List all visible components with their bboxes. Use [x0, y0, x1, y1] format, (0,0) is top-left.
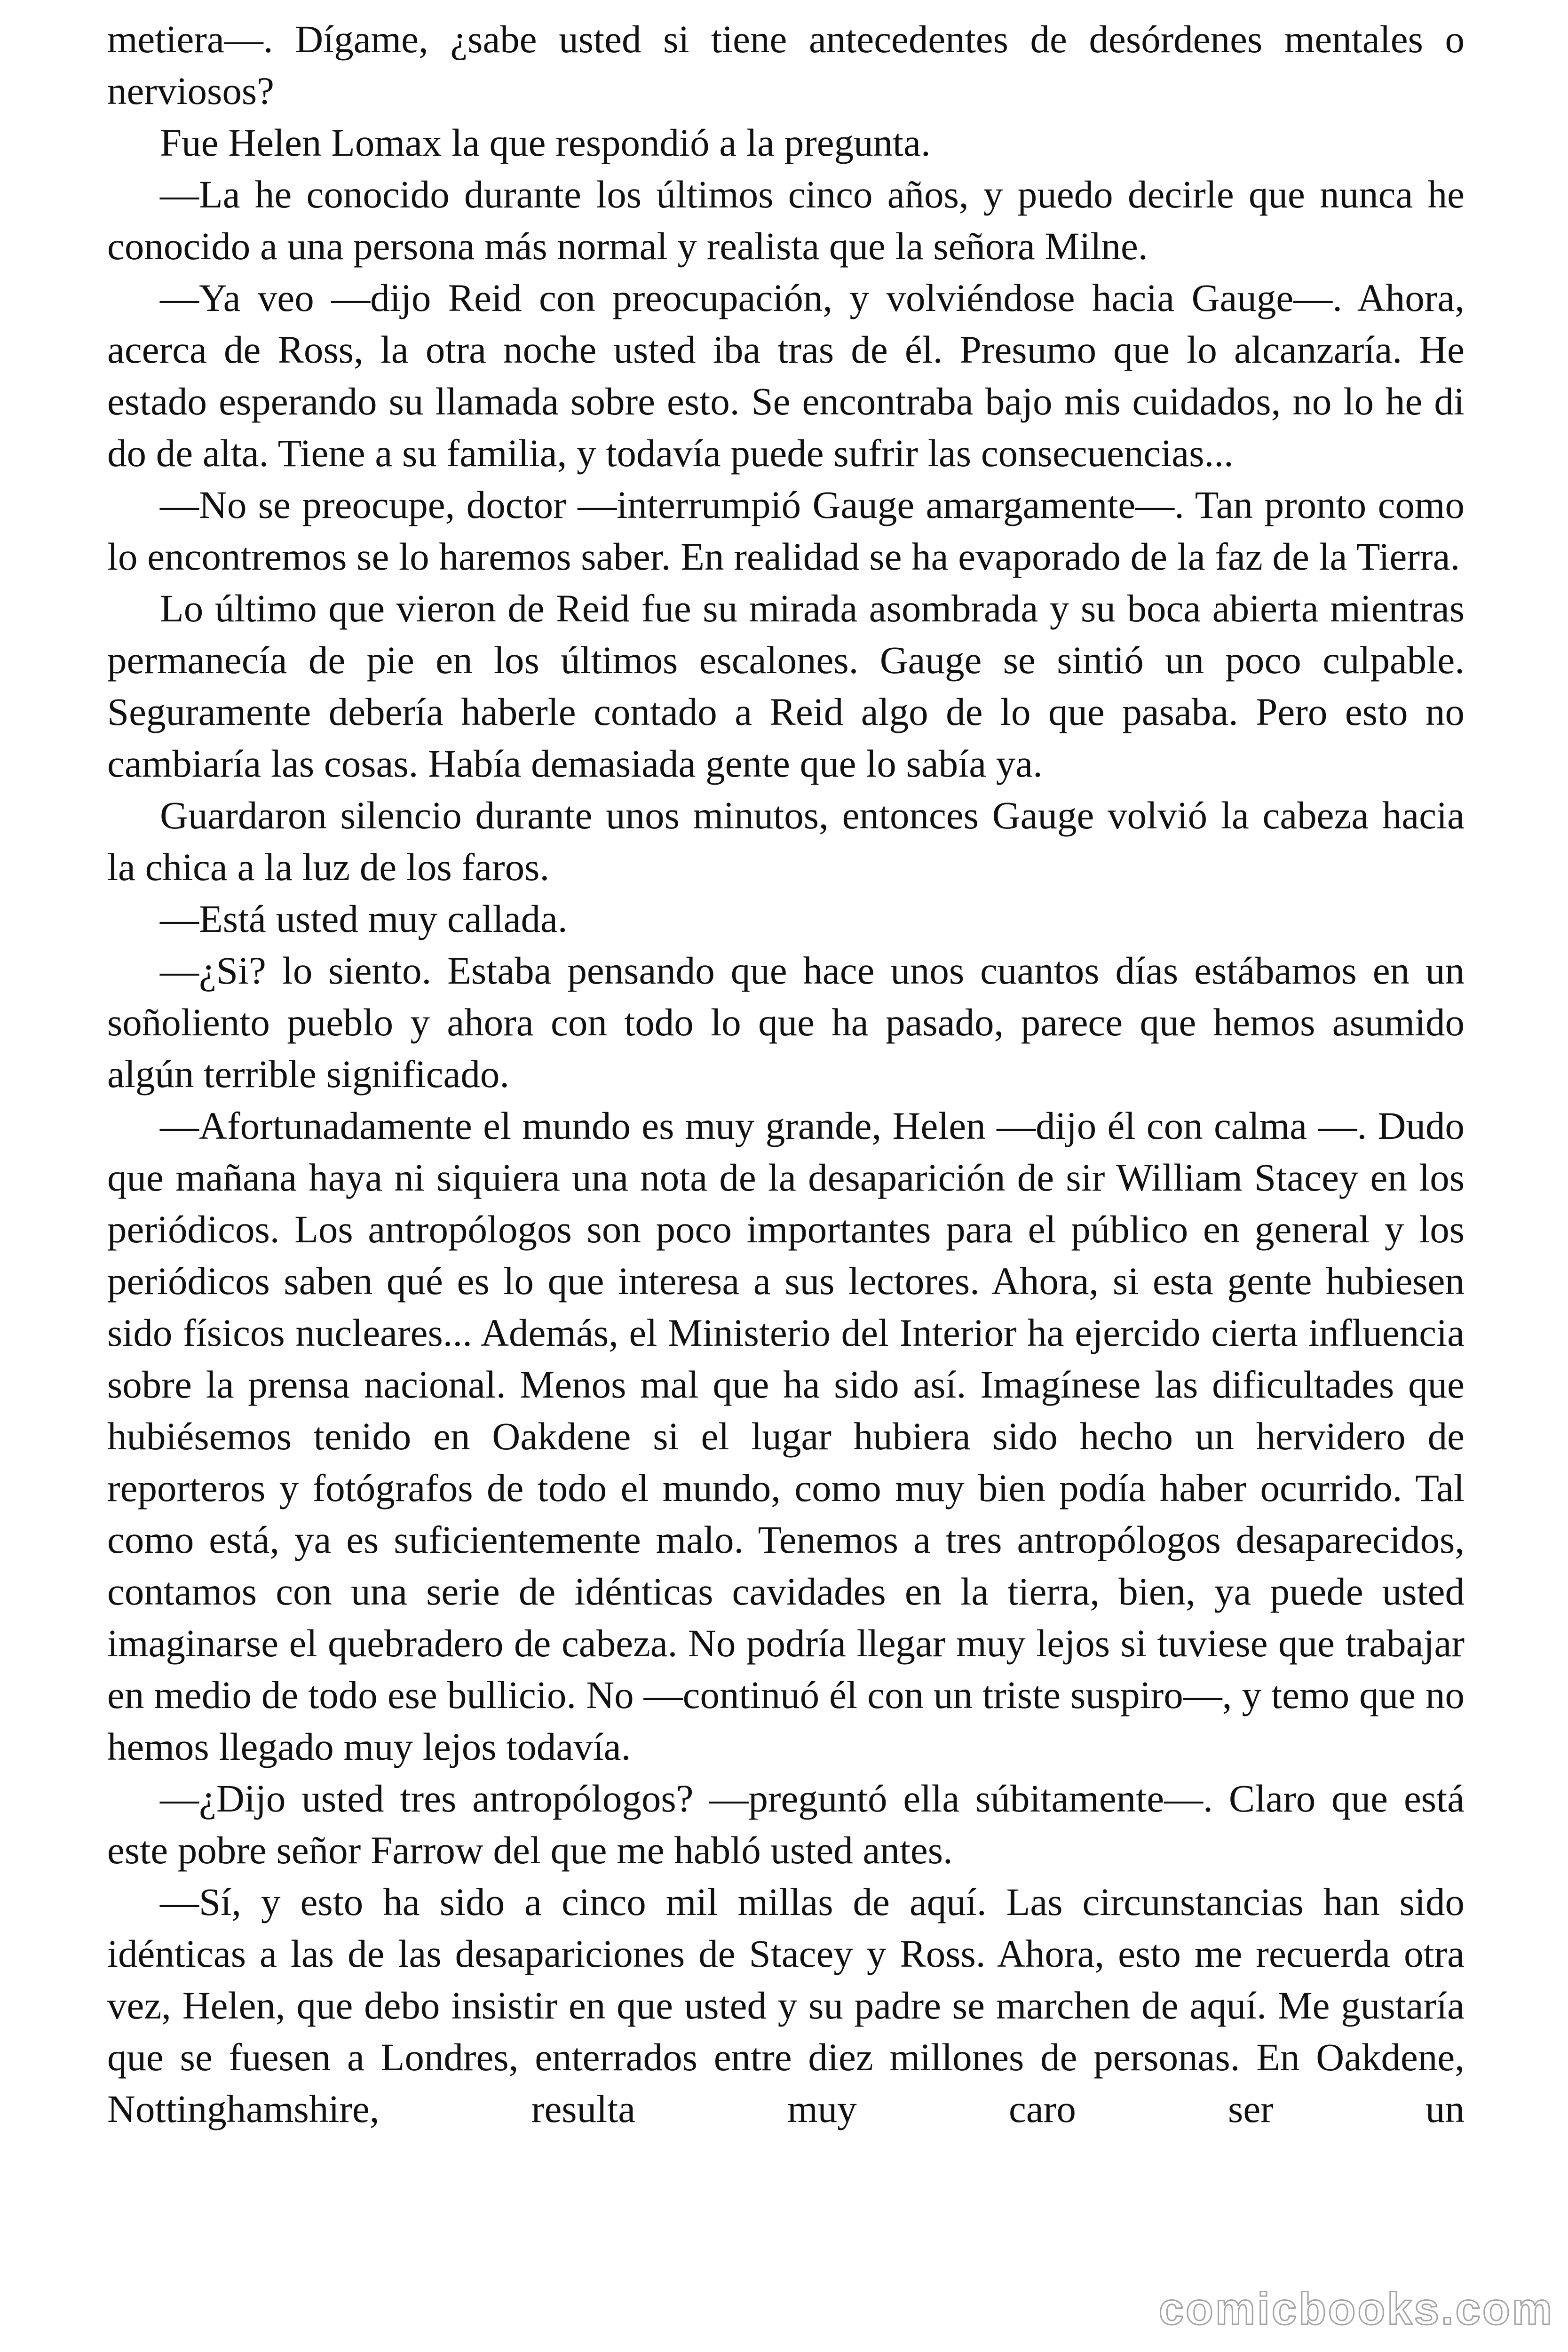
watermark: comicbooks.com [1158, 2284, 1554, 2334]
paragraph-1: metiera—. Dígame, ¿sabe usted si tiene antecedentes de desórdenes mentales o nerviosos? [107, 17, 1465, 112]
paragraph-6: Lo último que vieron de Reid fue su mirada asombrada y su boca abierta mientras permanecía de pie en los últimos escalones. Gauge se sintió un poco culpable. Seguramente debería haberle contado a Reid algo de lo que pasaba. Pero esto no cambiaría las cosas. Había demasiada gente que lo sabía ya. [107, 587, 1465, 785]
paragraph-2: Fue Helen Lomax la que respondió a la pregunta. [160, 121, 931, 164]
paragraph-9: —¿Si? lo siento. Estaba pensando que hace unos cuantos días estábamos en un soñoliento pueblo y ahora con todo lo que ha pasado, parece que hemos asumido algún terrible significado. [107, 949, 1465, 1096]
paragraph-12: —Sí, y esto ha sido a cinco mil millas de aquí. Las circunstancias han sido idénticas a las de las desapariciones de Stacey y Ross. Ahora, esto me recuerda otra vez, Helen, que debo insistir en que usted y su padre se marchen de aquí. Me gustaría que se fuesen a Londres, enterrados entre diez millones de personas. En Oakdene, Nottinghamshire, resulta muy caro ser un [107, 1880, 1465, 2130]
page-body [107, 13, 1465, 2135]
paragraph-10: —Afortunadamente el mundo es muy grande, Helen —dijo él con calma —. Dudo que mañana haya ni siquiera una nota de la desaparición de sir William Stacey en los periódicos. Los antropólogos son poco importantes para el público en general y los periódicos saben qué es lo que interesa a sus lectores. Ahora, si esta gente hubiesen sido físicos nucleares... Además, el Ministerio del Interior ha ejercido cierta influencia sobre la prensa nacional. Menos mal que ha sido así. Imagínese las dificultades que hubiésemos tenido en Oakdene si el lugar hubiera sido hecho un hervidero de reporteros y fotógrafos de todo el mundo, como muy bien podía haber ocurrido. Tal como está, ya es suficientemente malo. Tenemos a tres antropólogos desaparecidos, contamos con una serie de idénticas cavidades en la tierra, bien, ya puede usted imaginarse el quebradero de cabeza. No podría llegar muy lejos si tuviese que trabajar en medio de todo ese bullicio. No —continuó él con un triste suspiro—, y temo que no hemos llegado muy lejos todavía. [107, 1104, 1465, 1768]
paragraph-3: —La he conocido durante los últimos cinco años, y puedo decirle que nunca he conocido a una persona más normal y realista que la señora Milne. [107, 173, 1465, 268]
paragraph-11: —¿Dijo usted tres antropólogos? —preguntó ella súbitamente—. Claro que está este pobre señor Farrow del que me habló usted antes. [107, 1777, 1465, 1872]
paragraph-5: —No se preocupe, doctor —interrumpió Gauge amargamente—. Tan pronto como lo encontremos se lo haremos saber. En realidad se ha evaporado de la faz de la Tierra. [107, 483, 1465, 578]
paragraph-4: —Ya veo —dijo Reid con preocupación, y volviéndose hacia Gauge—. Ahora, acerca de Ross, la otra noche usted iba tras de él. Presumo que lo alcanzaría. He estado esperando su llamada sobre esto. Se encontraba bajo mis cuidados, no lo he di do de alta. Tiene a su familia, y todavía puede sufrir las consecuencias... [107, 276, 1465, 475]
paragraph-7: Guardaron silencio durante unos minutos, entonces Gauge volvió la cabeza hacia la chica a la luz de los faros. [107, 794, 1465, 889]
paragraph-8: —Está usted muy callada. [160, 897, 568, 940]
